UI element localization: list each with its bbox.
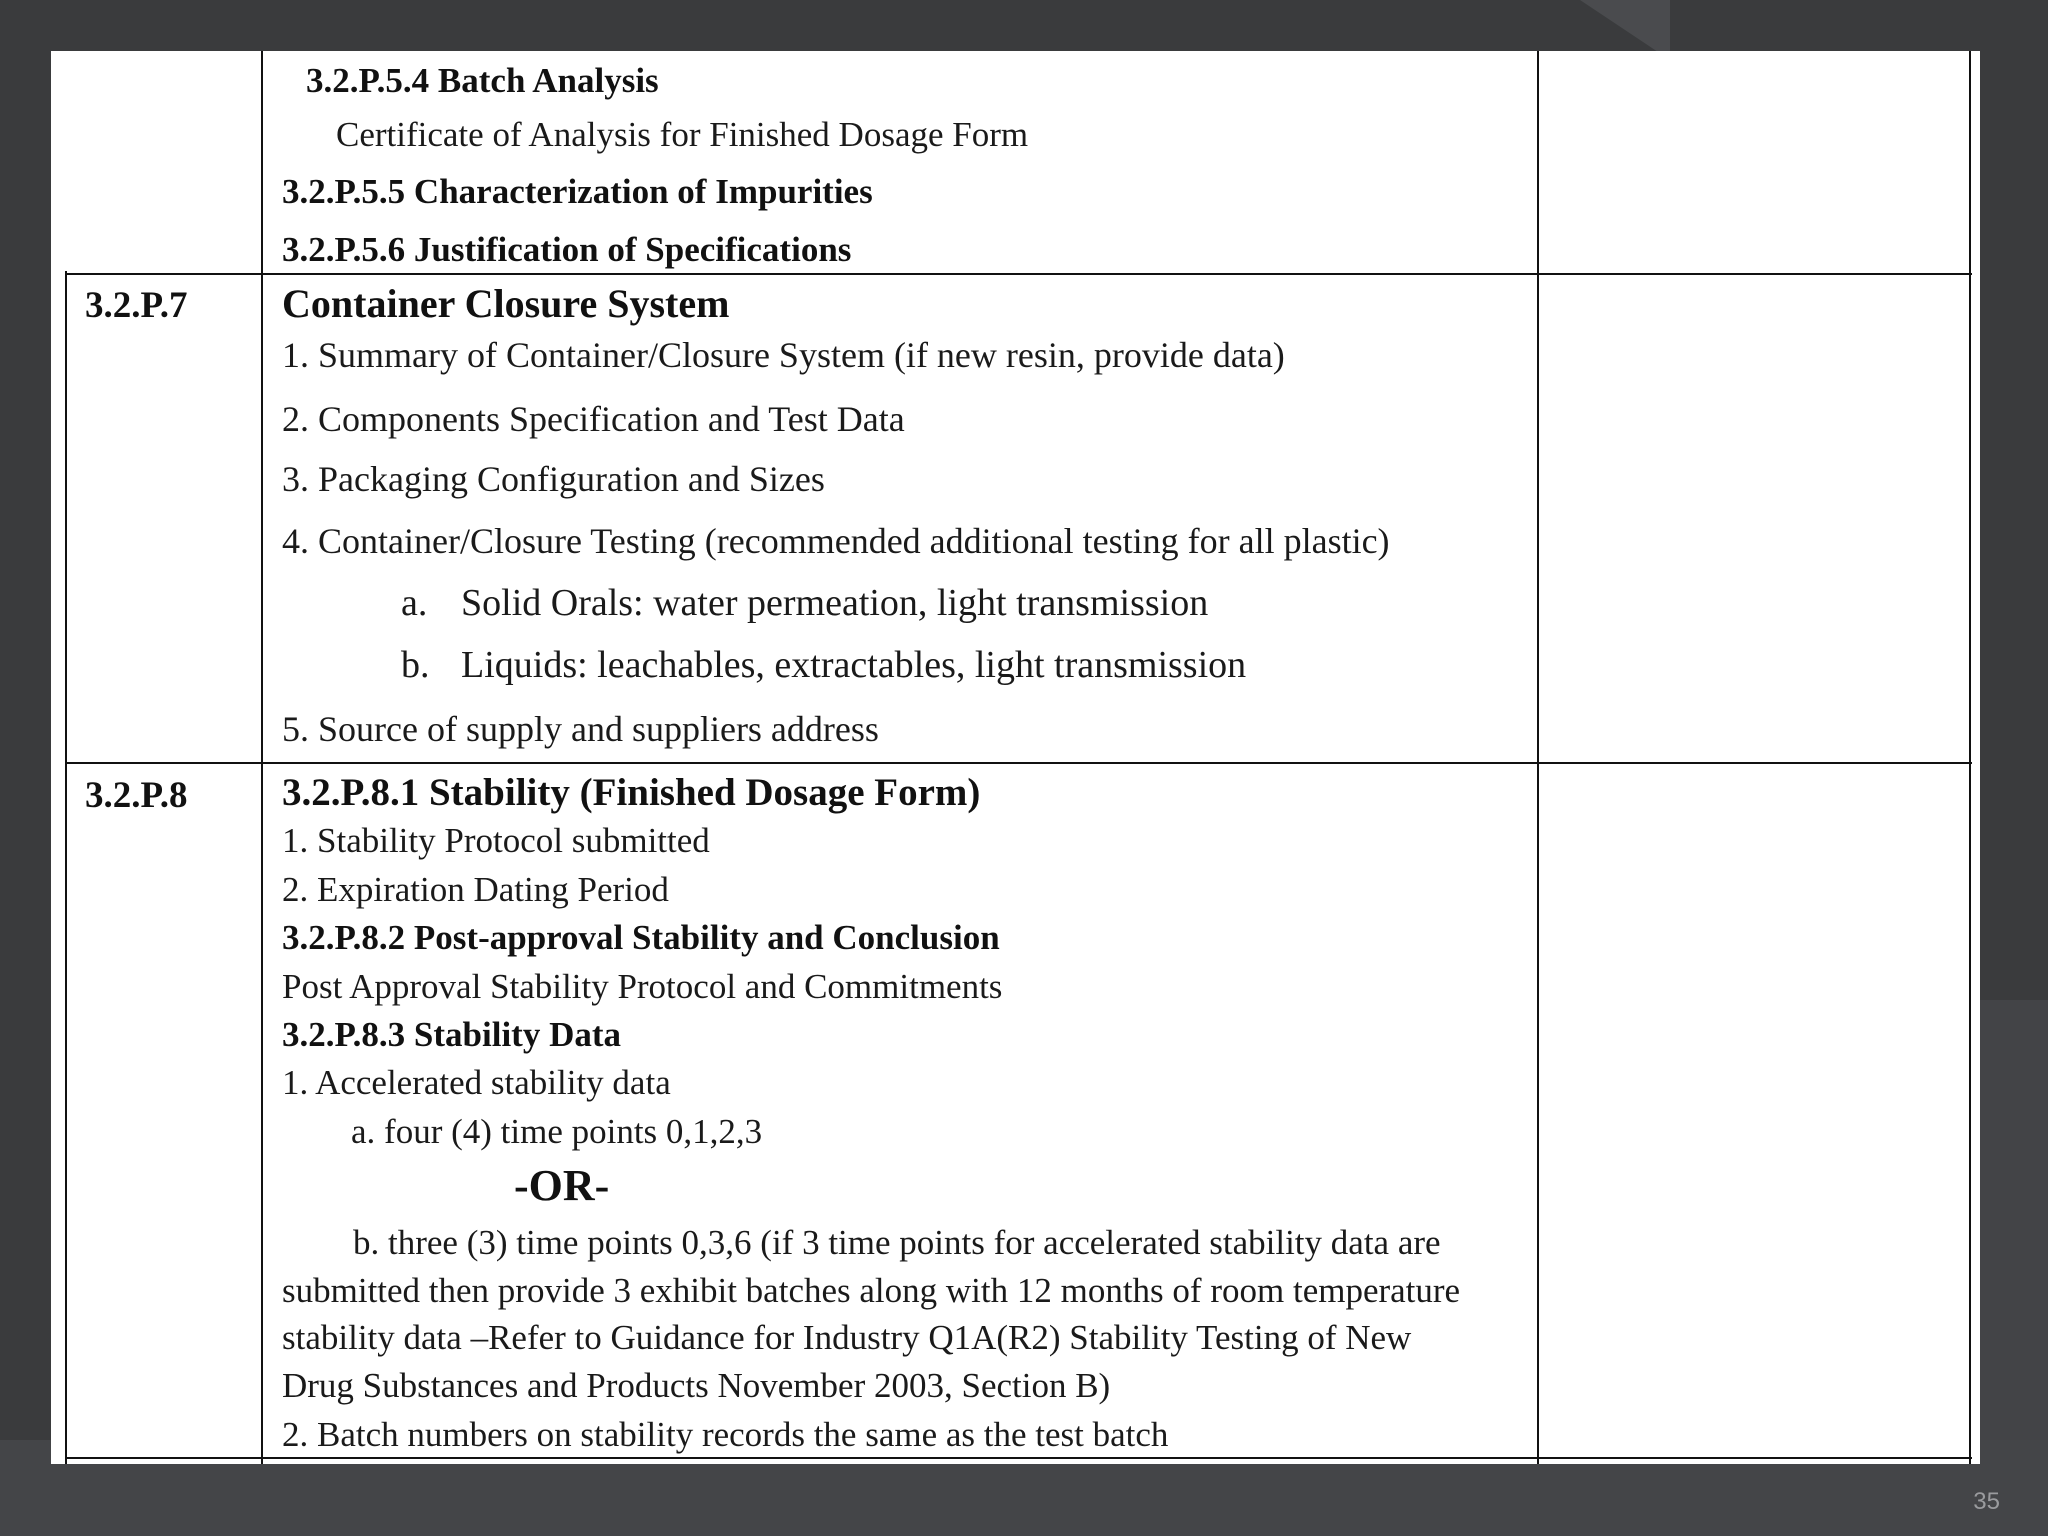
section-text: Certificate of Analysis for Finished Dosage Form xyxy=(336,115,1029,154)
section-heading: 3.2.P.8.2 Post-approval Stability and Conclusion xyxy=(282,918,1000,957)
section-ref: 3.2.P.8 xyxy=(85,775,188,816)
section-heading: 3.2.P.8.1 Stability (Finished Dosage Form) xyxy=(282,771,981,814)
list-item: 1. Accelerated stability data xyxy=(282,1063,671,1102)
paragraph-line: b. three (3) time points 0,3,6 (if 3 time points for accelerated stability data are xyxy=(353,1223,1441,1262)
sub-item-marker: b. xyxy=(401,644,430,686)
sub-item: Solid Orals: water permeation, light transmission xyxy=(461,582,1209,624)
or-separator: -OR- xyxy=(514,1161,610,1210)
section-title: Container Closure System xyxy=(282,281,730,326)
list-item: 5. Source of supply and suppliers address xyxy=(282,709,879,749)
list-item: 2. Components Specification and Test Data xyxy=(282,399,905,439)
table-border-right xyxy=(1969,51,1971,1464)
list-item: 1. Summary of Container/Closure System (if new resin, provide data) xyxy=(282,335,1285,375)
paragraph-line: stability data –Refer to Guidance for Industry Q1A(R2) Stability Testing of New xyxy=(282,1318,1412,1357)
list-item: 4. Container/Closure Testing (recommended additional testing for all plastic) xyxy=(282,521,1390,561)
table-row-divider xyxy=(65,273,1972,275)
list-item: 3. Packaging Configuration and Sizes xyxy=(282,459,825,499)
table-column-divider xyxy=(261,51,263,1464)
sub-item: Liquids: leachables, extractables, light transmission xyxy=(461,644,1247,686)
table-row-divider xyxy=(65,762,1972,764)
table-column-divider xyxy=(1537,51,1539,1464)
section-heading: 3.2.P.8.3 Stability Data xyxy=(282,1015,622,1054)
section-heading: 3.2.P.5.4 Batch Analysis xyxy=(306,61,659,100)
paragraph-line: submitted then provide 3 exhibit batches along with 12 months of room temperature xyxy=(282,1271,1461,1310)
slide xyxy=(51,51,1980,1464)
list-item: 1. Stability Protocol submitted xyxy=(282,821,710,860)
section-heading: 3.2.P.5.6 Justification of Specifications xyxy=(282,230,852,269)
sub-item-marker: a. xyxy=(401,582,428,624)
slide-number: 35 xyxy=(1973,1488,2000,1515)
section-ref: 3.2.P.7 xyxy=(85,285,188,326)
sub-item: a. four (4) time points 0,1,2,3 xyxy=(351,1112,763,1151)
section-heading: 3.2.P.5.5 Characterization of Impurities xyxy=(282,172,873,211)
paragraph-line: Drug Substances and Products November 2003, Section B) xyxy=(282,1366,1111,1405)
list-item: 2. Batch numbers on stability records the same as the test batch xyxy=(282,1415,1169,1454)
table-border-left xyxy=(65,271,67,1464)
table-border-bottom xyxy=(65,1457,1972,1459)
section-text: Post Approval Stability Protocol and Commitments xyxy=(282,967,1003,1006)
list-item: 2. Expiration Dating Period xyxy=(282,870,669,909)
